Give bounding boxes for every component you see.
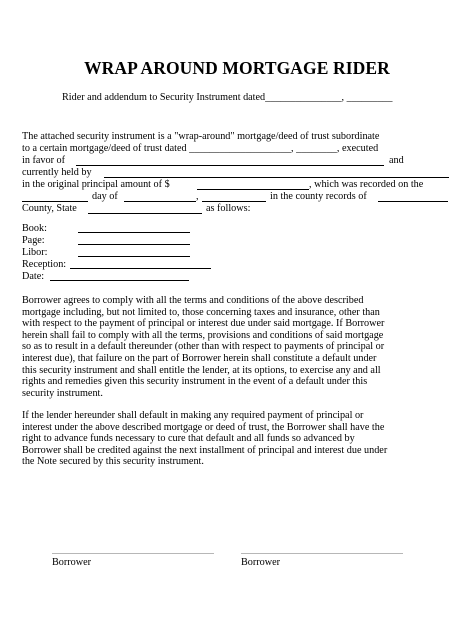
paragraph1-line: interest due), that failure on the part of Borrower herein shall constitute a default under [22, 352, 377, 364]
paragraph1-line: rights and remedies given this security instrument in the event of a default under this [22, 376, 368, 388]
in-favor-of-blank [76, 165, 384, 166]
intro-as-follows: as follows: [206, 203, 251, 214]
record-book-line [78, 232, 190, 233]
year-blank [202, 201, 266, 202]
intro-line-1: The attached security instrument is a "wrap-around" mortgage/deed of trust subordinate [22, 131, 380, 142]
rider-subtitle: Rider and addendum to Security Instrument dated_______________, _________ [62, 92, 393, 103]
paragraph2-line: interest under the above described mortgage or deed of trust, the Borrower shall have the [22, 421, 385, 433]
paragraph2-line: the Note secured by this security instrument. [22, 456, 204, 468]
paragraph1-line: with respect to the payment of principal or interest due under said mortgage. If Borrower [22, 318, 385, 330]
day-blank [22, 201, 88, 202]
intro-and: and [389, 155, 404, 166]
lender-default-paragraph [22, 410, 452, 468]
borrower-label-left: Borrower [52, 557, 92, 568]
intro-county-records: in the county records of [270, 191, 367, 202]
intro-in-favor-of: in favor of [22, 155, 65, 166]
record-book-label: Book: [22, 223, 47, 234]
record-libor-line [78, 256, 190, 257]
paragraph2-line: right to advance funds necessary to cure that default and all funds so advanced by [22, 433, 355, 445]
paragraph1-line: security instrument. [22, 387, 103, 399]
intro-comma: , [196, 191, 199, 202]
record-date-line [50, 280, 189, 281]
borrower-signature-line-right [241, 553, 403, 554]
intro-day-of: day of [92, 191, 118, 202]
paragraph1-line: so as to result in a default thereunder (other than with respect to payments of principal or [22, 341, 385, 353]
principal-amount-blank [197, 189, 309, 190]
county-records-blank [378, 201, 448, 202]
compliance-paragraph [22, 295, 452, 399]
paragraph1-line: mortgage including, but not limited to, those concerning taxes and insurance, other than [22, 306, 380, 318]
paragraph1-line: Borrower agrees to comply with all the terms and conditions of the above described [22, 295, 364, 306]
paragraph2-line: Borrower shall be credited against the next installment of principal and interest due under [22, 444, 388, 456]
intro-line-2: to a certain mortgage/deed of trust dated ____________________, ________, executed [22, 143, 379, 154]
record-libor-label: Libor: [22, 247, 48, 258]
month-blank [124, 201, 196, 202]
borrower-label-right: Borrower [241, 557, 281, 568]
document-title: WRAP AROUND MORTGAGE RIDER [84, 58, 390, 78]
county-state-blank [88, 213, 202, 214]
record-date-label: Date: [22, 271, 45, 282]
borrower-signature-line-left [52, 553, 214, 554]
intro-recorded-on: , which was recorded on the [309, 179, 424, 190]
record-reception-line [70, 268, 211, 269]
paragraph2-line: If the lender hereunder shall default in making any required payment of principal or [22, 410, 364, 421]
held-by-blank [104, 177, 449, 178]
record-reception-label: Reception: [22, 259, 67, 270]
record-page-label: Page: [22, 235, 45, 246]
intro-currently-held-by: currently held by [22, 167, 92, 178]
record-page-line [78, 244, 190, 245]
intro-principal-amount: in the original principal amount of $ [22, 179, 170, 190]
paragraph1-line: this security instrument and shall entitle the lender, at its options, to exercise any and all [22, 364, 381, 376]
intro-county-state: County, State [22, 203, 77, 214]
paragraph1-line: herein shall fail to comply with all the terms, provisions and conditions of said mortgage [22, 329, 384, 341]
